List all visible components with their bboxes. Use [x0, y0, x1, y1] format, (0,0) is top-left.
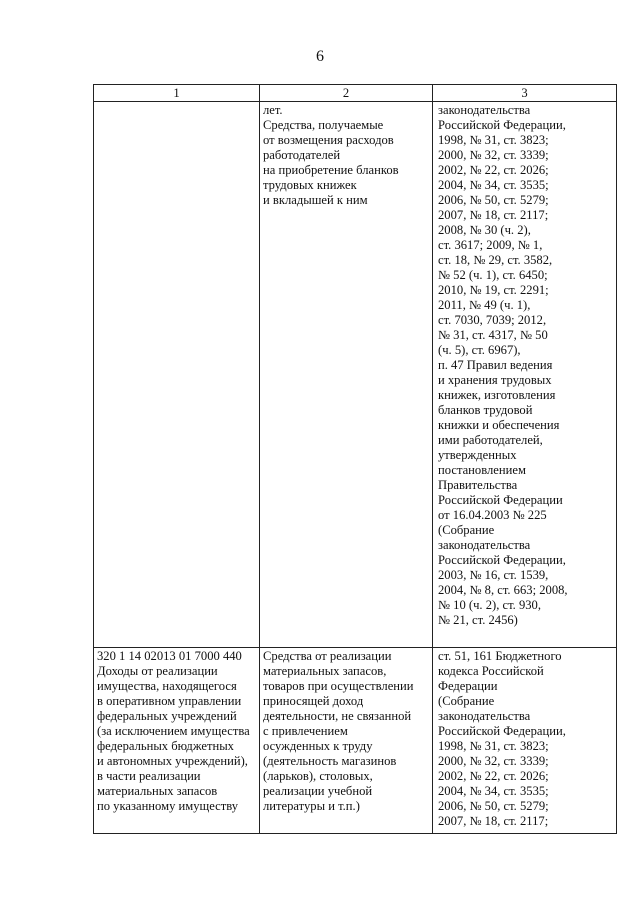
- cell-text-line: (ларьков), столовых,: [263, 769, 373, 783]
- cell-text-line: Российской Федерации,: [438, 724, 566, 738]
- column-header-1: 1: [94, 85, 260, 102]
- cell-text-line: Российской Федерации,: [438, 553, 566, 567]
- cell-code-description: [94, 102, 260, 648]
- table-row: [94, 102, 617, 648]
- cell-text-line: в части реализации: [97, 769, 201, 783]
- cell-legal-basis: [433, 102, 617, 648]
- cell-code-description: [94, 648, 260, 834]
- cell-text-line: Федерации: [438, 679, 498, 693]
- cell-text-line: 2010, № 19, ст. 2291;: [438, 283, 549, 297]
- cell-income-source: [260, 102, 433, 648]
- cell-text-line: № 31, ст. 4317, № 50: [438, 328, 548, 342]
- cell-text-line: ими работодателей,: [438, 433, 543, 447]
- cell-text-line: законодательства: [438, 709, 531, 723]
- cell-text-line: товаров при осуществлении: [263, 679, 414, 693]
- table-header-row: [94, 85, 617, 102]
- cell-text-line: ст. 51, 161 Бюджетного: [438, 649, 562, 663]
- cell-text-line: книжки и обеспечения: [438, 418, 560, 432]
- cell-legal-basis: [433, 648, 617, 834]
- cell-text-line: 2006, № 50, ст. 5279;: [438, 799, 549, 813]
- cell-text-line: по указанному имуществу: [97, 799, 239, 813]
- cell-text-line: 2004, № 34, ст. 3535;: [438, 178, 549, 192]
- cell-text-line: 2003, № 16, ст. 1539,: [438, 568, 549, 582]
- cell-text-line: трудовых книжек: [263, 178, 357, 192]
- table-row: [94, 648, 617, 834]
- cell-text-line: Правительства: [438, 478, 518, 492]
- cell-text-line: законодательства: [438, 538, 531, 552]
- cell-text-line: 2008, № 30 (ч. 2),: [438, 223, 531, 237]
- cell-text-line: 2004, № 34, ст. 3535;: [438, 784, 549, 798]
- cell-text-line: с привлечением: [263, 724, 348, 738]
- cell-text-line: и автономных учреждений),: [97, 754, 248, 768]
- cell-text-line: приносящей доход: [263, 694, 364, 708]
- cell-text-line: федеральных бюджетных: [97, 739, 234, 753]
- cell-text-line: п. 47 Правил ведения: [438, 358, 553, 372]
- cell-text-line: 1998, № 31, ст. 3823;: [438, 739, 549, 753]
- budget-income-table: [93, 84, 617, 834]
- cell-text-line: работодателей: [263, 148, 341, 162]
- cell-text-line: Средства, получаемые: [263, 118, 384, 132]
- cell-text-line: 2007, № 18, ст. 2117;: [438, 208, 549, 222]
- cell-text-line: 2002, № 22, ст. 2026;: [438, 769, 549, 783]
- cell-text-line: Российской Федерации,: [438, 118, 566, 132]
- cell-text-line: ст. 7030, 7039; 2012,: [438, 313, 547, 327]
- cell-text-line: на приобретение бланков: [263, 163, 399, 177]
- cell-text-line: 2004, № 8, ст. 663; 2008,: [438, 583, 568, 597]
- cell-text-line: осужденных к труду: [263, 739, 373, 753]
- cell-text-line: бланков трудовой: [438, 403, 533, 417]
- cell-text-line: (за исключением имущества: [97, 724, 250, 738]
- cell-text-line: от 16.04.2003 № 225: [438, 508, 547, 522]
- column-header-3: 3: [433, 85, 617, 102]
- cell-text-line: (деятельность магазинов: [263, 754, 397, 768]
- cell-text-line: ст. 3617; 2009, № 1,: [438, 238, 543, 252]
- cell-text-line: 2011, № 49 (ч. 1),: [438, 298, 531, 312]
- cell-text-line: лет.: [263, 103, 283, 117]
- cell-text-line: реализации учебной: [263, 784, 373, 798]
- cell-text-line: Доходы от реализации: [97, 664, 218, 678]
- cell-text-line: (Собрание: [438, 694, 495, 708]
- cell-text-line: № 10 (ч. 2), ст. 930,: [438, 598, 542, 612]
- cell-text-line: законодательства: [438, 103, 531, 117]
- cell-text-line: материальных запасов,: [263, 664, 387, 678]
- cell-text-line: 2006, № 50, ст. 5279;: [438, 193, 549, 207]
- cell-text-line: ст. 18, № 29, ст. 3582,: [438, 253, 553, 267]
- cell-text-line: Российской Федерации: [438, 493, 563, 507]
- cell-text-line: 320 1 14 02013 01 7000 440: [97, 649, 242, 663]
- cell-text-line: литературы и т.п.): [263, 799, 360, 813]
- cell-text-line: № 52 (ч. 1), ст. 6450;: [438, 268, 548, 282]
- cell-text-line: постановлением: [438, 463, 526, 477]
- column-header-2: 2: [260, 85, 433, 102]
- cell-text-line: материальных запасов: [97, 784, 218, 798]
- cell-text-line: в оперативном управлении: [97, 694, 242, 708]
- cell-text-line: № 21, ст. 2456): [438, 613, 518, 627]
- cell-text-line: 2000, № 32, ст. 3339;: [438, 754, 549, 768]
- cell-text-line: и хранения трудовых: [438, 373, 552, 387]
- cell-text-line: 2007, № 18, ст. 2117;: [438, 814, 549, 828]
- cell-text-line: 1998, № 31, ст. 3823;: [438, 133, 549, 147]
- cell-text-line: (ч. 5), ст. 6967),: [438, 343, 521, 357]
- cell-text-line: утвержденных: [438, 448, 517, 462]
- cell-text-line: деятельности, не связанной: [263, 709, 412, 723]
- cell-text-line: от возмещения расходов: [263, 133, 394, 147]
- cell-text-line: 2000, № 32, ст. 3339;: [438, 148, 549, 162]
- cell-text-line: и вкладышей к ним: [263, 193, 368, 207]
- cell-text-line: имущества, находящегося: [97, 679, 237, 693]
- cell-text-line: (Собрание: [438, 523, 495, 537]
- page-number: 6: [316, 48, 324, 65]
- cell-text-line: федеральных учреждений: [97, 709, 237, 723]
- cell-income-source: [260, 648, 433, 834]
- cell-text-line: 2002, № 22, ст. 2026;: [438, 163, 549, 177]
- cell-text-line: книжек, изготовления: [438, 388, 556, 402]
- cell-text-line: кодекса Российской: [438, 664, 544, 678]
- cell-text-line: Средства от реализации: [263, 649, 392, 663]
